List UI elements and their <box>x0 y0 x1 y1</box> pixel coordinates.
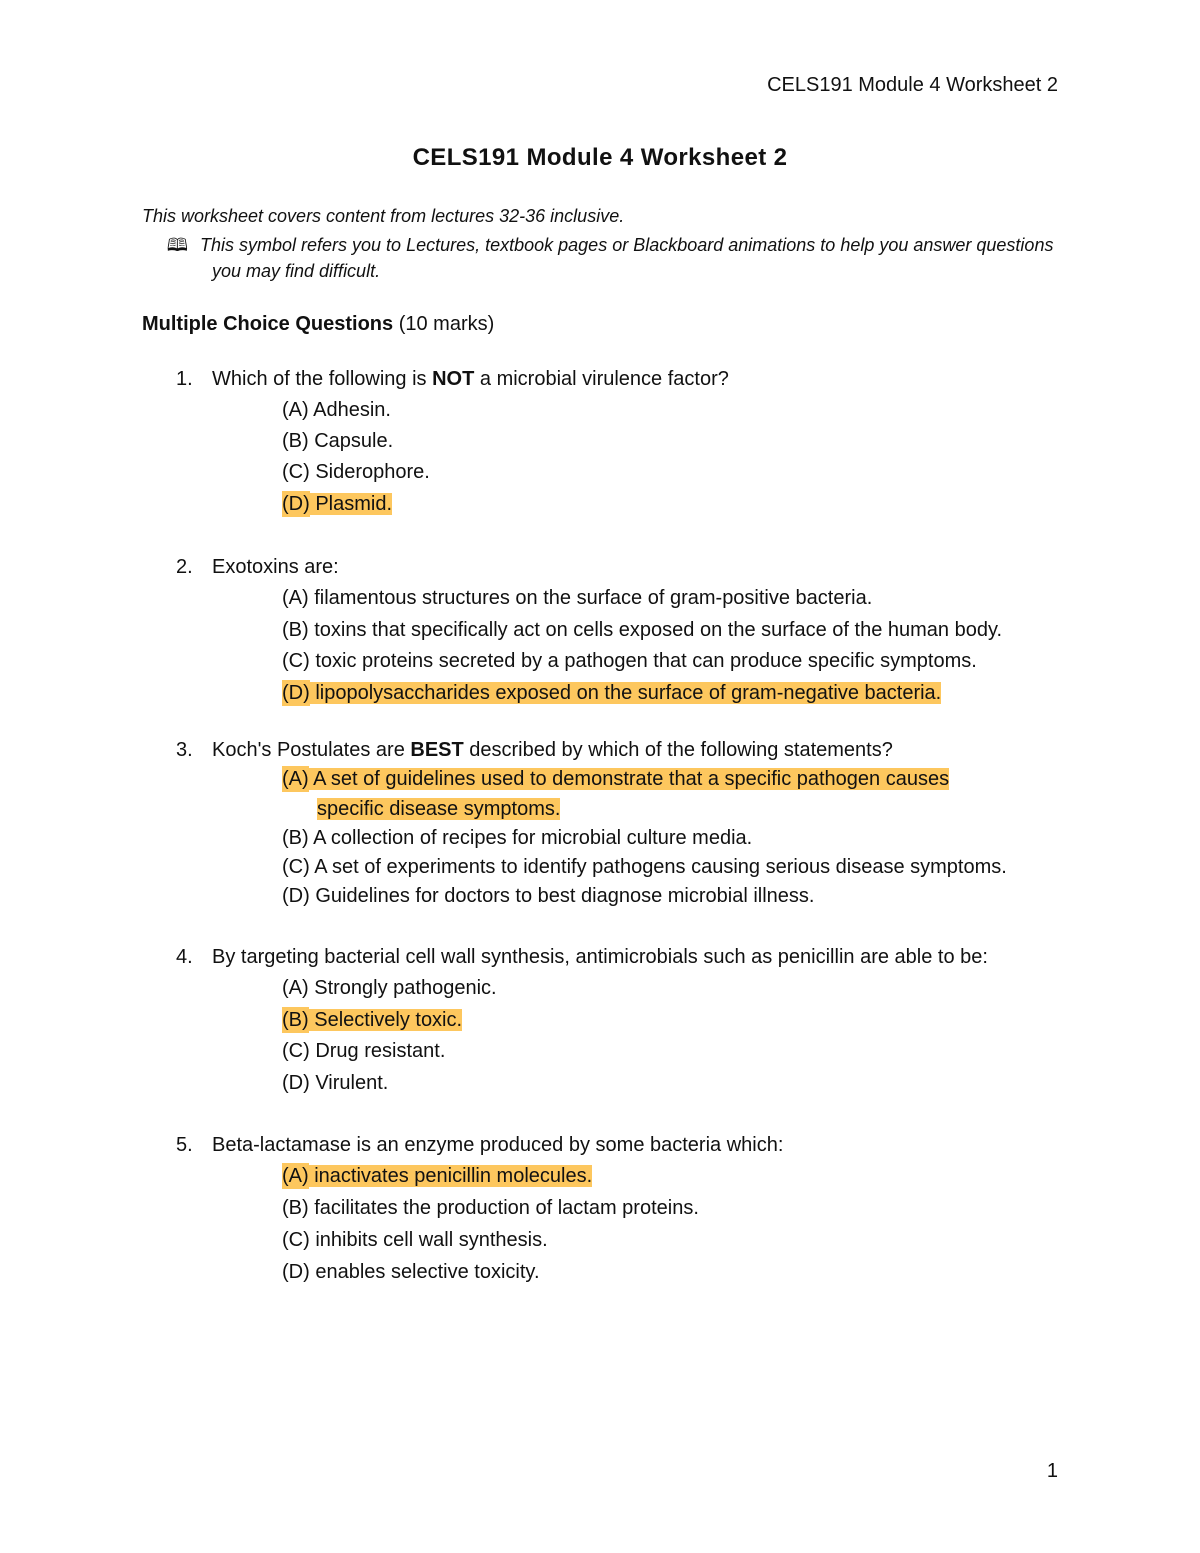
question-stem <box>142 554 1082 580</box>
question-text: Exotoxins are: <box>212 556 339 578</box>
page-number: 1 <box>1046 1460 1058 1482</box>
option-c[interactable]: (C) Drug resistant. <box>282 1040 446 1062</box>
intro-symbol-text: This symbol refers you to Lectures, textbook pages or Blackboard animations to help you answer questions you may find difficult. <box>200 235 1054 281</box>
option-b[interactable]: (B) A collection of recipes for microbial culture media. <box>282 827 753 849</box>
question-1 <box>142 366 1082 517</box>
question-number: 2. <box>176 556 193 578</box>
answer-options <box>142 397 1082 517</box>
question-5 <box>142 1132 1082 1285</box>
answer-options <box>142 975 1082 1096</box>
running-header: CELS191 Module 4 Worksheet 2 <box>767 74 1058 96</box>
option-b[interactable]: (B) toxins that specifically act on cells exposed on the surface of the human body. <box>282 619 1003 641</box>
question-text: By targeting bacterial cell wall synthesis, antimicrobials such as penicillin are able to be: <box>212 946 988 968</box>
question-number: 1. <box>176 368 193 390</box>
question-2 <box>142 554 1082 706</box>
answer-options <box>142 585 1082 706</box>
question-number: 5. <box>176 1134 193 1156</box>
option-c[interactable]: (C) Siderophore. <box>282 461 430 483</box>
question-4 <box>142 944 1082 1096</box>
section-heading <box>142 311 494 337</box>
intro-coverage-text: This worksheet covers content from lectures 32-36 inclusive. <box>142 206 625 226</box>
book-icon: 🕮 <box>166 235 188 255</box>
intro-block <box>142 203 1072 284</box>
question-stem <box>142 366 1082 392</box>
option-b-correct[interactable]: (B) Selectively toxic. <box>282 1009 463 1031</box>
option-a[interactable]: (A) filamentous structures on the surface of gram-positive bacteria. <box>282 587 873 609</box>
option-c[interactable]: (C) A set of experiments to identify pathogens causing serious disease symptoms. <box>282 856 1007 878</box>
section-marks: (10 marks) <box>398 313 495 335</box>
answer-options <box>142 1163 1082 1285</box>
document-title: CELS191 Module 4 Worksheet 2 <box>412 144 788 171</box>
option-a[interactable]: (A) Adhesin. <box>282 399 391 421</box>
question-number: 4. <box>176 946 193 968</box>
option-a-correct[interactable]: (A) A set of guidelines used to demonstrate that a specific pathogen causes specific disease symptoms. <box>282 768 950 820</box>
option-b[interactable]: (B) Capsule. <box>282 430 394 452</box>
option-c[interactable]: (C) inhibits cell wall synthesis. <box>282 1229 548 1251</box>
question-text: Koch's Postulates are BEST described by which of the following statements? <box>212 739 893 761</box>
option-d[interactable]: (D) enables selective toxicity. <box>282 1261 540 1283</box>
question-3 <box>142 737 1082 909</box>
answer-options <box>142 766 1082 909</box>
option-c[interactable]: (C) toxic proteins secreted by a pathogen that can produce specific symptoms. <box>282 650 977 672</box>
option-d-correct[interactable]: (D) Plasmid. <box>282 493 393 515</box>
question-stem <box>142 944 1082 970</box>
option-b[interactable]: (B) facilitates the production of lactam proteins. <box>282 1197 699 1219</box>
question-text: Beta-lactamase is an enzyme produced by some bacteria which: <box>212 1134 784 1156</box>
intro-symbol-note <box>142 232 1072 284</box>
option-d-correct[interactable]: (D) lipopolysaccharides exposed on the surface of gram-negative bacteria. <box>282 682 942 704</box>
question-stem <box>142 737 1082 763</box>
question-stem <box>142 1132 1082 1158</box>
option-d[interactable]: (D) Virulent. <box>282 1072 389 1094</box>
section-title: Multiple Choice Questions <box>142 313 394 335</box>
option-a-correct[interactable]: (A) inactivates penicillin molecules. <box>282 1165 593 1187</box>
option-d[interactable]: (D) Guidelines for doctors to best diagnose microbial illness. <box>282 885 815 907</box>
option-a[interactable]: (A) Strongly pathogenic. <box>282 977 497 999</box>
question-number: 3. <box>176 739 193 761</box>
question-text: Which of the following is NOT a microbial virulence factor? <box>212 368 729 390</box>
